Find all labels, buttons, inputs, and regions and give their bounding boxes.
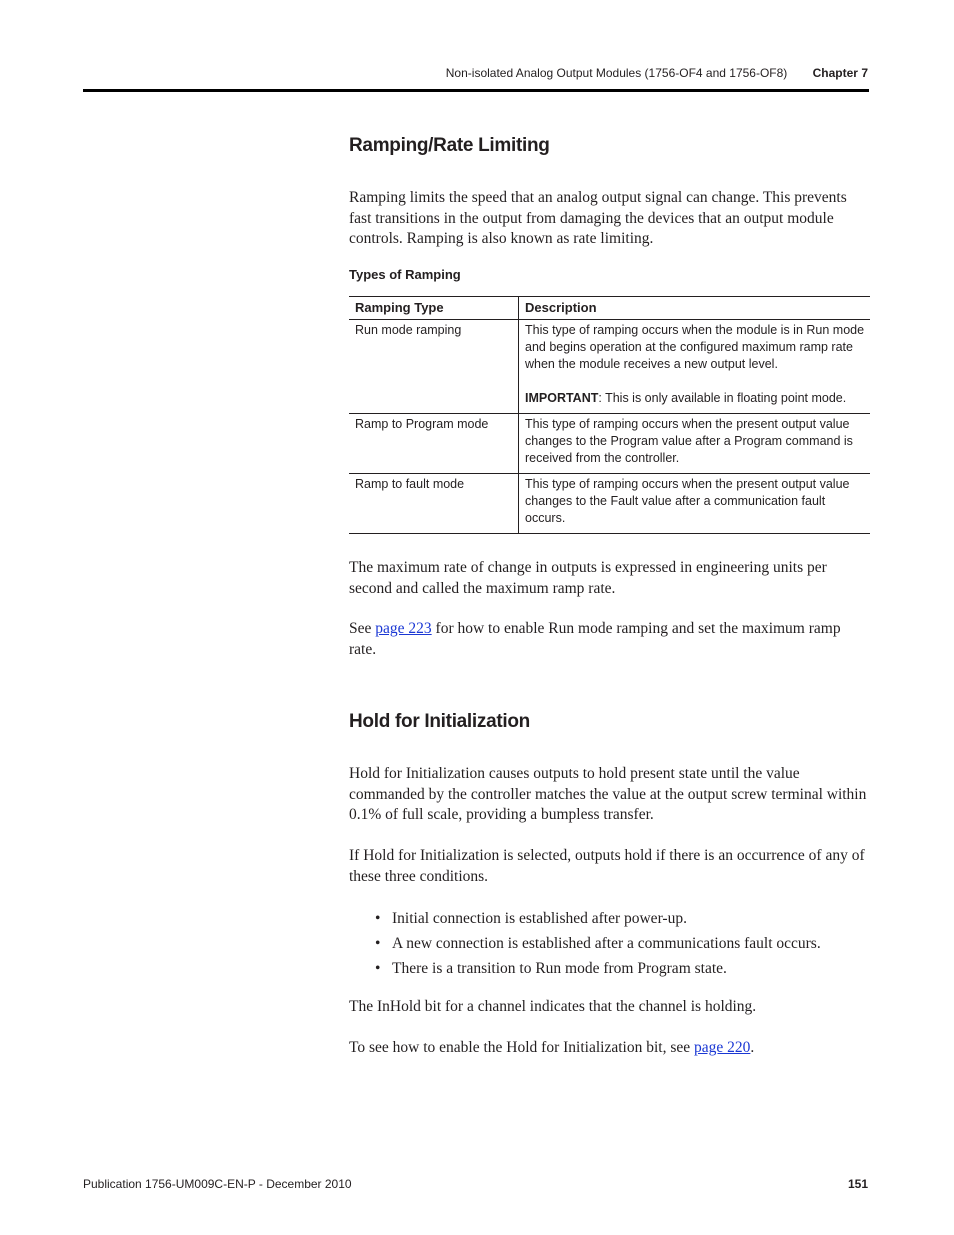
list-item-text: A new connection is established after a communications fault occurs. [392,935,821,952]
section-heading-ramping: Ramping/Rate Limiting [349,135,550,156]
see-suffix: for how to enable Run mode ramping and set the maximum ramp rate. [349,620,841,658]
enable-hold-prefix: To see how to enable the Hold for Initialization bit, see [349,1039,694,1056]
bullet-icon: • [375,910,381,927]
chapter-label: Chapter 7 [812,66,868,80]
list-item [375,906,821,931]
enable-hold-suffix: . [750,1039,755,1056]
header-rule [83,89,869,92]
table-header-row [349,297,870,320]
page-number: 151 [847,1177,868,1191]
hold-intro-paragraph: Hold for Initialization causes outputs to hold present state until the value commanded by the controller matches the value at the output screw terminal within 0.1% of full scale, providing a bumpless transfer. [349,765,867,823]
list-item-text: Initial connection is established after power-up. [392,910,687,927]
description-text: This type of ramping occurs when the module is in Run mode and begins operation at the configured maximum ramp rate when the module receives a new output level. [525,323,865,371]
enable-hold-paragraph [349,1038,871,1059]
publication-footer: Publication 1756-UM009C-EN-P - December 2010 [83,1177,352,1191]
description-cell: This type of ramping occurs when the present output value changes to the Program value after a Program command is received from the controller. [519,414,871,474]
important-label: IMPORTANT [525,391,599,405]
see-page-paragraph [349,619,871,660]
see-prefix: See [349,620,376,637]
section-heading-hold: Hold for Initialization [349,711,530,732]
table-caption: Types of Ramping [349,267,461,282]
inhold-paragraph: The InHold bit for a channel indicates that the channel is holding. [349,998,757,1015]
running-title: Non-isolated Analog Output Modules (1756-OF4 and 1756-OF8) [445,66,788,80]
hold-conditions-paragraph: If Hold for Initialization is selected, outputs hold if there is an occurrence of any of these three conditions. [349,847,865,885]
description-cell [519,320,871,414]
bullet-icon: • [375,935,381,952]
running-header [446,66,868,80]
bullet-icon: • [375,960,381,977]
table-row [349,474,870,534]
table-row [349,414,870,474]
conditions-list [375,906,821,981]
list-item [375,956,821,981]
list-item-text: There is a transition to Run mode from Program state. [392,960,727,977]
page-223-link[interactable]: page 223 [375,620,432,637]
ramping-types-table [349,296,870,534]
ramping-intro-paragraph: Ramping limits the speed that an analog output signal can change. This prevents fast transitions in the output from damaging the devices that an output module controls. Ramping is also known as rate limiting. [349,189,847,247]
important-text: : This is only available in floating point mode. [598,391,847,405]
description-cell: This type of ramping occurs when the present output value changes to the Fault value after a communication fault occurs. [519,474,871,534]
list-item [375,931,821,956]
column-header-ramping-type: Ramping Type [349,297,519,320]
ramping-type-cell: Run mode ramping [349,320,519,414]
important-note [525,390,866,407]
max-ramp-rate-paragraph: The maximum rate of change in outputs is expressed in engineering units per second and called the maximum ramp rate. [349,559,827,597]
page-220-link[interactable]: page 220 [693,1039,751,1056]
ramping-type-cell: Ramp to fault mode [349,474,519,534]
column-header-description: Description [519,297,871,320]
ramping-type-cell: Ramp to Program mode [349,414,519,474]
table-row [349,320,870,414]
